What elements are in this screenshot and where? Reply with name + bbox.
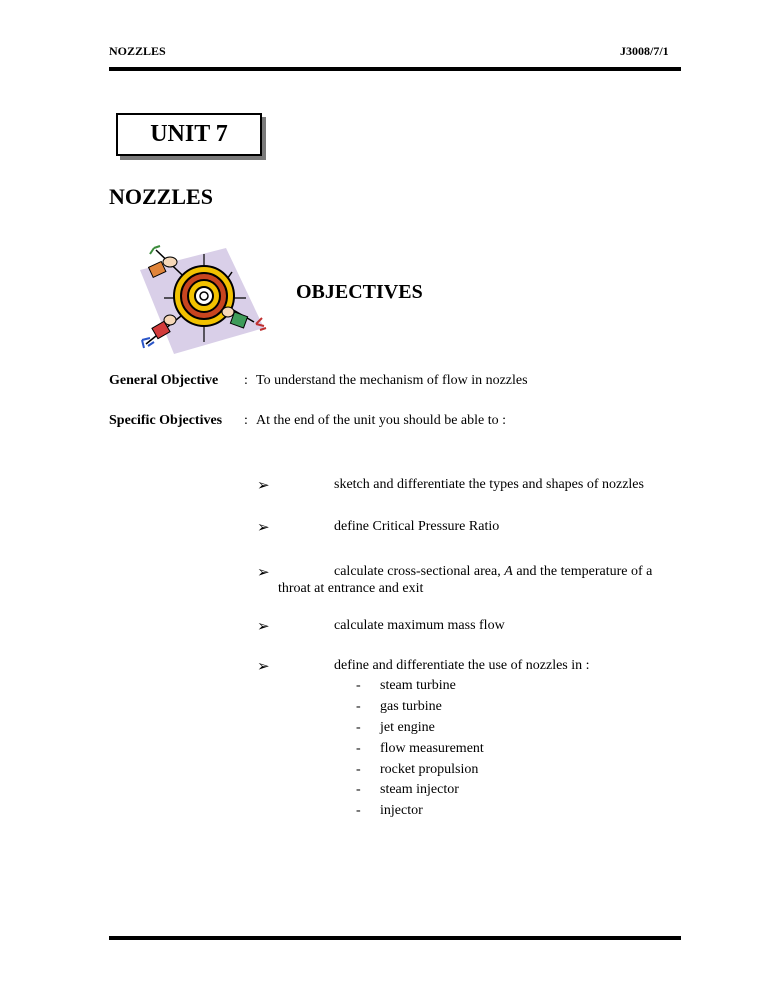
list-item: steam turbine <box>380 678 456 693</box>
running-header-right: J3008/7/1 <box>620 44 669 58</box>
list-item: gas turbine <box>380 699 442 714</box>
specific-objectives-colon: : <box>244 413 248 428</box>
arrow-bullet-icon: ➢ <box>257 520 270 536</box>
arrow-bullet-icon: ➢ <box>257 619 270 635</box>
list-dash: - <box>356 803 361 818</box>
objective-item: sketch and differentiate the types and shapes of nozzles <box>334 477 644 492</box>
general-objective-label: General Objective <box>109 373 219 388</box>
objective-item: calculate maximum mass flow <box>334 618 505 633</box>
running-header-left: NOZZLES <box>109 44 166 58</box>
list-item: flow measurement <box>380 741 484 756</box>
specific-objectives-text: At the end of the unit you should be able to : <box>256 413 507 428</box>
list-item: rocket propulsion <box>380 762 479 777</box>
general-objective-text: To understand the mechanism of flow in nozzles <box>256 373 528 388</box>
target-icon <box>134 244 270 360</box>
objectives-heading: OBJECTIVES <box>296 281 423 303</box>
footer-rule <box>109 936 681 940</box>
area-variable: A <box>504 564 513 579</box>
objective-item: define and differentiate the use of nozzles in : <box>334 658 590 673</box>
objective-item <box>334 564 652 580</box>
arrow-bullet-icon: ➢ <box>257 565 270 581</box>
objective-item-text: calculate cross-sectional area, <box>334 564 505 579</box>
objective-item: define Critical Pressure Ratio <box>334 519 500 534</box>
list-item: injector <box>380 803 423 818</box>
list-dash: - <box>356 762 361 777</box>
list-dash: - <box>356 741 361 756</box>
page-title: NOZZLES <box>109 184 213 209</box>
list-item: jet engine <box>380 720 435 735</box>
objective-item-text-end: and the temperature of a <box>512 564 653 579</box>
specific-objectives-label: Specific Objectives <box>109 413 223 428</box>
unit-badge: UNIT 7 <box>116 113 262 156</box>
list-dash: - <box>356 782 361 797</box>
arrow-bullet-icon: ➢ <box>257 478 270 494</box>
header-rule <box>109 67 681 71</box>
list-dash: - <box>356 720 361 735</box>
arrow-bullet-icon: ➢ <box>257 659 270 675</box>
list-dash: - <box>356 699 361 714</box>
list-item: steam injector <box>380 782 459 797</box>
general-objective-colon: : <box>244 373 248 388</box>
objective-item-continuation: throat at entrance and exit <box>278 581 424 596</box>
list-dash: - <box>356 678 361 693</box>
